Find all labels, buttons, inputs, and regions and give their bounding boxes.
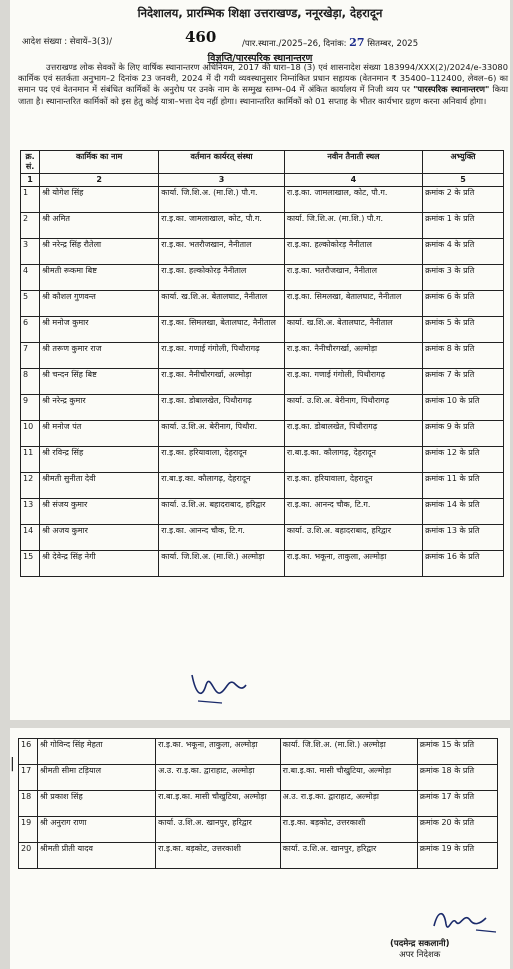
table-row (21, 317, 504, 343)
cell-current-institution: रा.इ.का. डोबालखेत, पिथौरागढ़ (159, 395, 285, 421)
cell-current-institution: रा.इ.का. भतरौजखान, नैनीताल (159, 239, 285, 265)
cell-name: श्री नरेन्द्र सिंह रौतेला (40, 239, 159, 265)
cell-new-posting: रा.इ.का. हल्कोकोरड़ नैनीताल (284, 239, 422, 265)
cell-new-posting: कार्या. उ.शि.अ. बेरीनाग, पिथौरागढ़ (284, 395, 422, 421)
cell-current-institution: रा.इ.का. आनन्द चौक, टि.ग. (159, 525, 285, 551)
column-number: 4 (284, 174, 422, 187)
cell-new-posting: रा.इ.का. गणाई गंगोली, पिथौरागढ़ (284, 369, 422, 395)
cell-serial: 1 (21, 187, 40, 213)
cell-name: श्री चन्दन सिंह बिष्ट (40, 369, 159, 395)
cell-serial: 4 (21, 265, 40, 291)
cell-new-posting: रा.इ.का. आनन्द चौक, टि.ग. (284, 499, 422, 525)
table-row (19, 817, 498, 843)
cell-remark: क्रमांक 11 के प्रति (423, 473, 504, 499)
cell-serial: 9 (21, 395, 40, 421)
table-row (21, 265, 504, 291)
cell-current-institution: रा.बा.इ.का. मासी चौखुटिया, अल्मोड़ा (156, 791, 280, 817)
cell-name: श्री नरेन्द्र कुमार (40, 395, 159, 421)
cell-new-posting: कार्या. ख.शि.अ. बेतालघाट, नैनीताल (284, 317, 422, 343)
paragraph-part-2: किया जाता है। स्थानान्तरित कार्मिकों को इस हेतु कोई यात्रा–भत्ता देय नहीं होगा। स्थानान्तरित कार्मिकों को 01 सप्ताह के भीतर कार्यभार ग्रहण करना अनिवार्य होगा। (18, 84, 508, 106)
header-serial: क्र. सं. (21, 151, 40, 174)
notice-heading: विज्ञप्ति/पारस्परिक स्थानान्तरण (207, 53, 313, 64)
cell-serial: 19 (19, 817, 38, 843)
cell-name: श्री मनोज पंत (40, 421, 159, 447)
margin-mark: | (10, 756, 15, 772)
cell-name: श्री अनुराग राणा (37, 817, 155, 843)
cell-serial: 2 (21, 213, 40, 239)
header-current-institution: वर्तमान कार्यरत् संस्था (159, 151, 285, 174)
department-title: निदेशालय, प्रारम्भिक शिक्षा उत्तराखण्ड, ननूरखेड़ा, देहरादून (137, 6, 383, 20)
cell-current-institution: रा.इ.का. भकूना, ताकुला, अल्मोड़ा (156, 739, 280, 765)
header-name: कार्मिक का नाम (40, 151, 159, 174)
cell-current-institution: कार्या. जि.शि.अ. (मा.शि.) पौ.ग. (159, 187, 285, 213)
table-row (21, 187, 504, 213)
cell-serial: 7 (21, 343, 40, 369)
cell-name: श्री अमित (40, 213, 159, 239)
table-row (21, 291, 504, 317)
cell-name: श्री देवेन्द्र सिंह नेगी (40, 551, 159, 577)
cell-name: श्री योगेश सिंह (40, 187, 159, 213)
cell-remark: क्रमांक 16 के प्रति (423, 551, 504, 577)
cell-new-posting: अ.उ. रा.इ.का. द्वाराहाट, अल्मोड़ा (280, 791, 417, 817)
order-label: आदेश संख्या : सेवायें–3(3)/ (22, 37, 112, 47)
cell-current-institution: रा.बा.इ.का. कौलागढ़, देहरादून (159, 473, 285, 499)
cell-name: श्री मनोज कुमार (40, 317, 159, 343)
cell-serial: 11 (21, 447, 40, 473)
cell-new-posting: कार्या. जि.शि.अ. (मा.शि.) पौ.ग. (284, 213, 422, 239)
cell-serial: 14 (21, 525, 40, 551)
cell-name: श्री गोविन्द सिंह मेहता (37, 739, 155, 765)
cell-name: श्रीमती रूकमा बिष्ट (40, 265, 159, 291)
cell-new-posting: रा.इ.का. नैनीचौरगर्खा, अल्मोड़ा (284, 343, 422, 369)
cell-name: श्री संजय कुमार (40, 499, 159, 525)
table-row (21, 395, 504, 421)
cell-remark: क्रमांक 7 के प्रति (423, 369, 504, 395)
cell-current-institution: रा.इ.का. हरियावाला, देहरादून (159, 447, 285, 473)
cell-new-posting: रा.इ.का. भकूना, ताकुला, अल्मोड़ा (284, 551, 422, 577)
cell-current-institution: रा.इ.का. हल्कोकोरड़ नैनीताल (159, 265, 285, 291)
table-row (21, 421, 504, 447)
cell-name: श्रीमती प्रीती यादव (37, 843, 155, 869)
document-page-1 (10, 0, 510, 720)
table-column-number-row (21, 174, 504, 187)
column-number: 2 (40, 174, 159, 187)
cell-remark: क्रमांक 8 के प्रति (423, 343, 504, 369)
cell-name: श्री अजय कुमार (40, 525, 159, 551)
cell-remark: क्रमांक 13 के प्रति (423, 525, 504, 551)
table-row (21, 499, 504, 525)
column-number: 5 (423, 174, 504, 187)
cell-serial: 5 (21, 291, 40, 317)
cell-current-institution: कार्या. उ.शि.अ. बहादराबाद, हरिद्वार (159, 499, 285, 525)
table-row (21, 369, 504, 395)
cell-new-posting: रा.इ.का. हरियावाला, देहरादून (284, 473, 422, 499)
cell-current-institution: कार्या. जि.शि.अ. (मा.शि.) अल्मोड़ा (159, 551, 285, 577)
column-number: 3 (159, 174, 285, 187)
cell-new-posting: रा.इ.का. भतरौजखान, नैनीताल (284, 265, 422, 291)
signature-mark-1 (188, 665, 248, 705)
cell-remark: क्रमांक 15 के प्रति (417, 739, 497, 765)
table-row (21, 473, 504, 499)
table-body-continued (19, 739, 498, 869)
cell-remark: क्रमांक 3 के प्रति (423, 265, 504, 291)
cell-serial: 12 (21, 473, 40, 499)
cell-remark: क्रमांक 17 के प्रति (417, 791, 497, 817)
cell-name: श्री प्रकाश सिंह (37, 791, 155, 817)
cell-current-institution: रा.इ.का. जामलाखाल, कोट, पौ.ग. (159, 213, 285, 239)
signature-mark-2 (430, 906, 500, 940)
transfer-table (20, 150, 504, 577)
header-remarks: अभ्युक्ति (423, 151, 504, 174)
order-date-day: 27 (349, 36, 365, 49)
header-new-posting: नवीन तैनाती स्थल (284, 151, 422, 174)
paragraph-bold-term: "पारस्परिक स्थानान्तरण" (413, 84, 490, 95)
table-row (19, 791, 498, 817)
cell-serial: 6 (21, 317, 40, 343)
cell-current-institution: रा.इ.का. बड़कोट, उत्तरकाशी (156, 843, 280, 869)
cell-remark: क्रमांक 1 के प्रति (423, 213, 504, 239)
cell-remark: क्रमांक 2 के प्रति (423, 187, 504, 213)
cell-current-institution: रा.इ.का. नैनीचौरगर्खा, अल्मोड़ा (159, 369, 285, 395)
cell-current-institution: अ.उ. रा.इ.का. द्वाराहाट, अल्मोड़ा (156, 765, 280, 791)
cell-new-posting: कार्या. उ.शि.अ. बहादराबाद, हरिद्वार (284, 525, 422, 551)
table-row (19, 739, 498, 765)
table-row (21, 447, 504, 473)
notice-paragraph (18, 62, 508, 107)
cell-name: श्री तरूण कुमार राज (40, 343, 159, 369)
cell-current-institution: रा.इ.का. सिमलखा, बेतालघाट, नैनीताल (159, 317, 285, 343)
cell-serial: 3 (21, 239, 40, 265)
cell-remark: क्रमांक 20 के प्रति (417, 817, 497, 843)
cell-remark: क्रमांक 5 के प्रति (423, 317, 504, 343)
cell-remark: क्रमांक 6 के प्रति (423, 291, 504, 317)
cell-new-posting: कार्या. जि.शि.अ. (मा.शि.) अल्मोड़ा (280, 739, 417, 765)
signatory-name: (पदमेन्द्र सकलानी) (390, 939, 450, 949)
table-body (21, 187, 504, 577)
transfer-table-continued (18, 738, 498, 869)
order-date-month-year: सितम्बर, 2025 (367, 39, 419, 49)
cell-new-posting: रा.बा.इ.का. कौलागढ़, देहरादून (284, 447, 422, 473)
column-number: 1 (21, 174, 40, 187)
signatory-designation: अपर निदेशक (399, 950, 441, 960)
cell-remark: क्रमांक 14 के प्रति (423, 499, 504, 525)
table-header-row (21, 151, 504, 174)
cell-remark: क्रमांक 4 के प्रति (423, 239, 504, 265)
cell-current-institution: कार्या. उ.शि.अ. खानपुर, हरिद्वार (156, 817, 280, 843)
cell-serial: 20 (19, 843, 38, 869)
cell-serial: 15 (21, 551, 40, 577)
cell-name: श्रीमती सीमा टड़ियाल (37, 765, 155, 791)
order-year-date-label: /2025–26, दिनांक: (278, 39, 347, 49)
cell-current-institution: कार्या. ख.शि.अ. बेतालघाट, नैनीताल (159, 291, 285, 317)
cell-serial: 18 (19, 791, 38, 817)
cell-remark: क्रमांक 9 के प्रति (423, 421, 504, 447)
cell-serial: 16 (19, 739, 38, 765)
cell-remark: क्रमांक 10 के प्रति (423, 395, 504, 421)
order-date-line (242, 36, 418, 49)
cell-serial: 8 (21, 369, 40, 395)
cell-name: श्रीमती सुनीता देवी (40, 473, 159, 499)
signatory-block (390, 938, 449, 960)
cell-remark: क्रमांक 18 के प्रति (417, 765, 497, 791)
order-number: 460 (185, 28, 217, 46)
cell-serial: 17 (19, 765, 38, 791)
cell-new-posting: रा.इ.का. जामलाखाल, कोट, पौ.ग. (284, 187, 422, 213)
cell-new-posting: रा.बा.इ.का. मासी चौखुटिया, अल्मोड़ा (280, 765, 417, 791)
cell-serial: 10 (21, 421, 40, 447)
table-row (21, 239, 504, 265)
cell-new-posting: कार्या. उ.शि.अ. खानपुर, हरिद्वार (280, 843, 417, 869)
cell-remark: क्रमांक 12 के प्रति (423, 447, 504, 473)
table-row (21, 551, 504, 577)
cell-new-posting: रा.इ.का. डोबालखेत, पिथौरागढ़ (284, 421, 422, 447)
table-row (21, 213, 504, 239)
cell-name: श्री कौशल गुणवन्त (40, 291, 159, 317)
paragraph-part-1: उत्तराखण्ड लोक सेवकों के लिए वार्षिक स्थानान्तरण अधिनियम, 2017 की धारा–18 (3) एवं शासनादेश संख्या 183994/XXX(2)/2024/e-33080 कार्मिक एवं सतर्कता अनुभाग–2 दिनांक 23 जनवरी, 2024 में दी गयी व्यवस्थानुसार निम्नांकित प्रधान सहायक (वेतनमान ₹ 35400–112400, लेवल–6) का समान पद एवं वेतनमान में संबंधित कार्मिकों के अनुरोध पर उनके नाम के सम्मुख स्तम्भ–04 में अंकित कार्यालय में निजी व्यय पर (18, 62, 508, 95)
cell-remark: क्रमांक 19 के प्रति (417, 843, 497, 869)
document-page-2 (10, 728, 510, 969)
table-row (19, 843, 498, 869)
table-row (19, 765, 498, 791)
cell-serial: 13 (21, 499, 40, 525)
cell-current-institution: रा.इ.का. गणाई गंगोली, पिथौरागढ़ (159, 343, 285, 369)
cell-new-posting: रा.इ.का. सिमलखा, बेतालघाट, नैनीताल (284, 291, 422, 317)
table-row (21, 343, 504, 369)
cell-name: श्री रविन्द्र सिंह (40, 447, 159, 473)
table-row (21, 525, 504, 551)
cell-current-institution: कार्या. उ.शि.अ. बेरीनाग, पिथौरा. (159, 421, 285, 447)
cell-new-posting: रा.इ.का. बड़कोट, उत्तरकाशी (280, 817, 417, 843)
order-suffix: /पार.स्थाना. (242, 39, 279, 49)
